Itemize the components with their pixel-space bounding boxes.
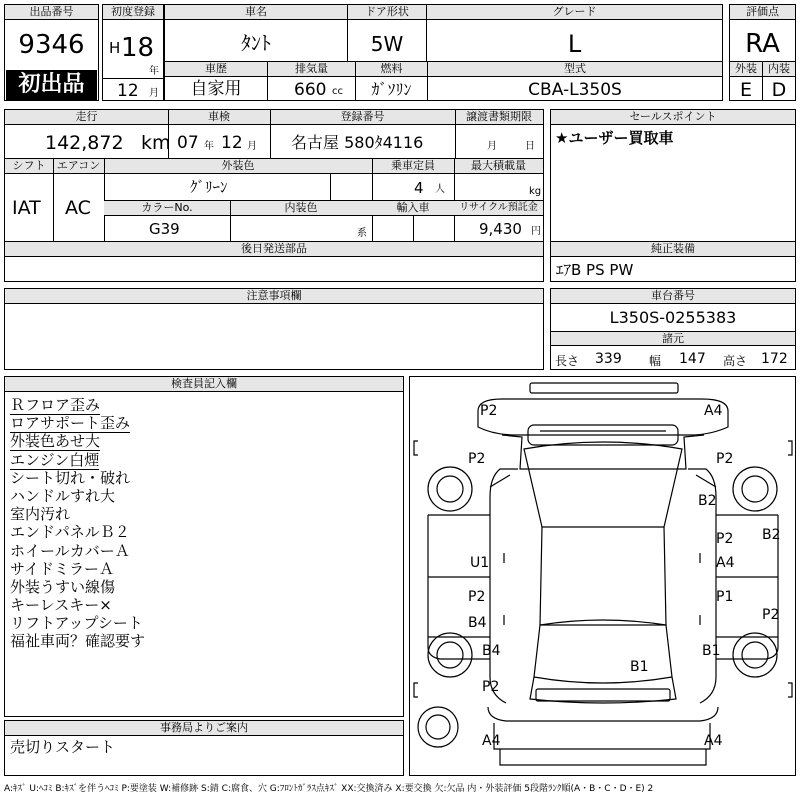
color-label: 外装色 [104, 159, 372, 174]
load-unit: kg [529, 186, 542, 197]
capacity: 4 [414, 179, 424, 197]
transfer-day-unit: 日 [525, 141, 535, 152]
sales-point-label: セールスポイント [551, 110, 795, 125]
registration-box [102, 4, 164, 101]
damage-mark: P2 [468, 589, 486, 605]
model-box [427, 61, 723, 101]
chassis-number: L350S-0255383 [609, 308, 737, 327]
equipment-label: 純正装備 [551, 242, 795, 257]
mileage: 142,872 [45, 132, 124, 154]
name-box [164, 4, 348, 62]
fuel-label: 燃料 [356, 62, 427, 77]
score: RA [745, 29, 780, 59]
damage-mark: B2 [698, 493, 717, 509]
inspection-year: 07 [177, 133, 199, 153]
height-value: 172 [761, 351, 788, 367]
office-box [4, 720, 404, 776]
ext-box [729, 61, 763, 101]
equipment-box [550, 241, 796, 282]
office-message: 売切りスタート [10, 738, 116, 756]
capacity-unit: 人 [435, 184, 445, 195]
damage-legend: A:ｷｽﾞ U:ﾍｺﾐ B:ｷｽﾞを伴うﾍｺﾐ P:要塗装 W:補修跡 S:錆 C:腐食、穴 G:ﾌﾛﾝﾄｶﾞﾗｽ点ｷｽﾞ XX:交換済み X:要交換 欠:欠品 内・外装評価 5段階ﾗﾝｸ順(A・B・C・D・E) 2 [4, 784, 654, 794]
notes-box [4, 288, 544, 370]
inspection-month-unit: 月 [247, 141, 257, 152]
damage-mark: B4 [482, 643, 501, 659]
exterior-color: ｸﾞﾘｰﾝ [190, 178, 228, 196]
intcolor-unit: 系 [357, 228, 367, 239]
model-label: 型式 [428, 62, 722, 77]
displacement-label: 排気量 [268, 62, 355, 77]
grade-label: グレード [427, 5, 722, 20]
inspector-remarks [10, 396, 145, 651]
length-value: 339 [595, 351, 622, 367]
remark-line: ハンドルすれ大 [10, 486, 116, 505]
capacity-label: 乗車定員 [372, 159, 454, 174]
registration-label: 初度登録 [103, 5, 163, 20]
parts-label: 後日発送部品 [5, 242, 543, 257]
damage-mark: P1 [716, 589, 734, 605]
ext-grade: E [739, 79, 752, 101]
first-listing-badge: 初出品 [6, 70, 97, 100]
inspection-year-unit: 年 [204, 141, 214, 152]
remark-line: エンドパネルＢ２ [10, 523, 130, 542]
intcolor-label: 内装色 [230, 201, 372, 216]
row2-box [4, 109, 544, 159]
plate-label: 登録番号 [270, 110, 455, 125]
ac: AC [65, 197, 91, 219]
damage-mark: A4 [704, 403, 723, 419]
damage-diagram-box [409, 376, 796, 776]
spec-label: 諸元 [551, 331, 795, 346]
displacement: 660 [294, 80, 327, 100]
history-label: 車歴 [165, 62, 267, 77]
ext-label: 外装 [730, 62, 762, 77]
score-label: 評価点 [730, 5, 795, 20]
inspection-label: 車検 [168, 110, 270, 125]
door-type: 5W [370, 32, 404, 56]
int-grade: D [771, 79, 787, 101]
recycle-fee: 9,430 [479, 220, 522, 238]
inspector-label: 検査員記入欄 [5, 377, 403, 392]
damage-mark: B1 [702, 643, 721, 659]
mileage-label: 走行 [5, 110, 168, 125]
registration-year: 18 [121, 33, 155, 63]
remark-line: サイドミラーＡ [10, 559, 114, 578]
displacement-box [267, 61, 356, 101]
grade-box [426, 4, 723, 62]
remark-line: 福祉車両？確認要す [10, 632, 146, 651]
ac-label: エアコン [53, 159, 104, 174]
inspection-month: 12 [221, 133, 243, 153]
plate-number: 名古屋 580ﾀ4116 [291, 133, 424, 152]
int-box [762, 61, 796, 101]
remark-line: キーレスキー× [10, 596, 112, 615]
registration-month-unit: 月 [149, 88, 159, 99]
width-value: 147 [679, 351, 706, 367]
damage-mark: B2 [762, 527, 781, 543]
damage-mark: P2 [716, 451, 734, 467]
car-name: ﾀﾝﾄ [241, 31, 271, 55]
remark-line: リフトアップシート [10, 614, 143, 633]
remark-line: 室内汚れ [10, 505, 71, 524]
shift: IAT [12, 197, 41, 219]
door-label: ドア形状 [348, 5, 426, 20]
score-box [729, 4, 796, 62]
chassis-box [550, 288, 796, 370]
fuel-box [355, 61, 428, 101]
grade: L [567, 30, 582, 58]
transfer-month-unit: 月 [487, 141, 497, 152]
damage-mark: B4 [468, 615, 487, 631]
recycle-label: リサイクル預託金 [454, 201, 543, 216]
remark-line: ホイールカバーＡ [10, 541, 130, 560]
chassis-label: 車台番号 [551, 289, 795, 304]
width-label: 幅 [649, 354, 662, 368]
damage-mark: P2 [716, 531, 734, 547]
registration-month: 12 [117, 81, 139, 101]
damage-mark: A4 [704, 733, 723, 749]
remark-line: シート切れ・破れ [10, 468, 131, 487]
damage-mark: B1 [630, 659, 649, 675]
remark-line: エンジン白煙 [10, 450, 100, 469]
car-name-label: 車名 [165, 5, 347, 20]
sales-point: ★ユーザー買取車 [555, 129, 674, 147]
shift-label: シフト [5, 159, 53, 174]
lot-number: 9346 [18, 30, 85, 60]
mileage-unit: km [141, 132, 171, 154]
length-label: 長さ [555, 354, 580, 368]
lot-label: 出品番号 [5, 5, 98, 20]
notes-label: 注意事項欄 [5, 289, 543, 304]
model: CBA-L350S [528, 80, 622, 100]
history: 自家用 [190, 79, 242, 99]
lot-box [4, 4, 99, 101]
registration-era: H [109, 39, 121, 57]
door-box [347, 4, 427, 62]
remark-line: 外装色あせ大 [10, 432, 101, 451]
colorno-label: カラーNo. [104, 201, 230, 216]
recycle-unit: 円 [531, 226, 541, 237]
load-label: 最大積載量 [454, 159, 543, 174]
displacement-unit: cc [332, 86, 343, 97]
damage-diagram [410, 377, 795, 775]
office-label: 事務局よりご案内 [5, 721, 403, 736]
equipment: ｴｱB PS PW [556, 261, 634, 279]
import-label: 輸入車 [372, 201, 454, 216]
parts-box [4, 241, 544, 282]
history-box [164, 61, 268, 101]
damage-mark: P2 [468, 451, 486, 467]
remark-line: ロアサポート歪み [10, 414, 131, 433]
int-label: 内装 [763, 62, 795, 77]
damage-mark: P2 [482, 679, 500, 695]
fuel: ｶﾞｿﾘﾝ [371, 80, 412, 99]
damage-mark: A4 [482, 733, 501, 749]
registration-year-unit: 年 [149, 66, 159, 77]
damage-mark: A4 [716, 555, 735, 571]
inspector-box [4, 376, 404, 717]
remark-line: 外装うすい線傷 [10, 577, 116, 596]
height-label: 高さ [723, 354, 748, 368]
transfer-label: 譲渡書類期限 [455, 110, 543, 125]
remark-line: Ｒフロア歪み [10, 396, 101, 414]
damage-mark: P2 [762, 607, 780, 623]
color-number: G39 [149, 220, 180, 238]
damage-mark: P2 [480, 403, 498, 419]
row3-box [4, 158, 544, 242]
damage-mark: U1 [470, 555, 490, 571]
sales-point-box [550, 109, 796, 242]
